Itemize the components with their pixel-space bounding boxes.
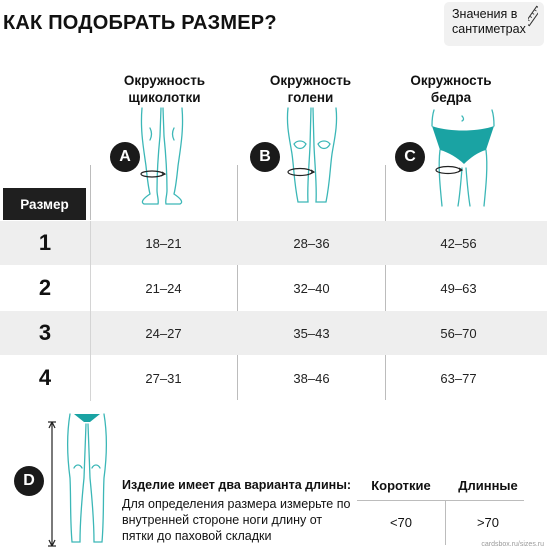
ankle-value: 24–27 <box>145 325 182 341</box>
length-option-long-label: Длинные <box>458 477 518 493</box>
column-header-thigh <box>386 72 516 106</box>
measurement-letter-a: A <box>110 142 140 172</box>
watermark: cardsbox.ru/sizes.ru <box>481 541 544 548</box>
ruler-icon <box>528 5 538 27</box>
table-row <box>0 221 547 265</box>
column-header-ankle-line-2: щиколотки <box>128 90 201 105</box>
calf-value: 38–46 <box>293 370 330 386</box>
column-header-thigh-line-2: бедра <box>430 90 472 105</box>
length-note-description: Для определения размера измерьте по внутренней стороне ноги длину от пятки до паховой складки <box>122 497 351 543</box>
size-value: 4 <box>38 365 52 390</box>
table-row <box>0 311 547 355</box>
table-row <box>0 266 547 310</box>
calf-value: 32–40 <box>293 280 330 296</box>
calf-value: 35–43 <box>293 325 330 341</box>
size-value: 3 <box>38 320 52 345</box>
column-divider-1 <box>90 165 91 220</box>
length-option-short-value: <70 <box>389 515 413 530</box>
calf-legs-illustration <box>280 106 346 208</box>
thigh-value: 63–77 <box>440 370 477 386</box>
measurement-letter-c: C <box>395 142 425 172</box>
column-header-ankle <box>92 72 237 106</box>
thigh-illustration <box>428 106 498 208</box>
table-row <box>0 356 547 400</box>
units-badge <box>444 2 544 46</box>
column-header-ankle-line-1: Окружность <box>123 73 206 88</box>
column-header-calf-line-2: голени <box>287 90 334 105</box>
thigh-value: 56–70 <box>440 325 477 341</box>
units-badge-line-1: Значения в <box>452 7 518 21</box>
thigh-value: 49–63 <box>440 280 477 296</box>
column-header-calf-line-1: Окружность <box>269 73 352 88</box>
page-title: КАК ПОДОБРАТЬ РАЗМЕР? <box>3 12 277 34</box>
row-divider-1 <box>90 221 91 401</box>
ankle-value: 27–31 <box>145 370 182 386</box>
measurement-letter-d: D <box>14 466 44 496</box>
thigh-value: 42–56 <box>440 235 477 251</box>
leg-length-illustration <box>40 408 120 548</box>
length-option-short-label: Короткие <box>371 477 431 493</box>
column-header-thigh-line-1: Окружность <box>410 73 492 88</box>
ankle-value: 18–21 <box>145 235 182 251</box>
calf-value: 28–36 <box>293 235 330 251</box>
size-column-header: Размер <box>3 188 86 220</box>
measurement-letter-b: B <box>250 142 280 172</box>
length-note-title: Изделие имеет два варианта длины: <box>122 478 352 492</box>
size-value: 2 <box>38 275 52 300</box>
units-badge-line-2: сантиметрах <box>452 22 526 36</box>
length-option-long-value: >70 <box>476 515 500 530</box>
size-value: 1 <box>38 230 52 255</box>
column-header-calf <box>238 72 383 106</box>
ankle-value: 21–24 <box>145 280 182 296</box>
